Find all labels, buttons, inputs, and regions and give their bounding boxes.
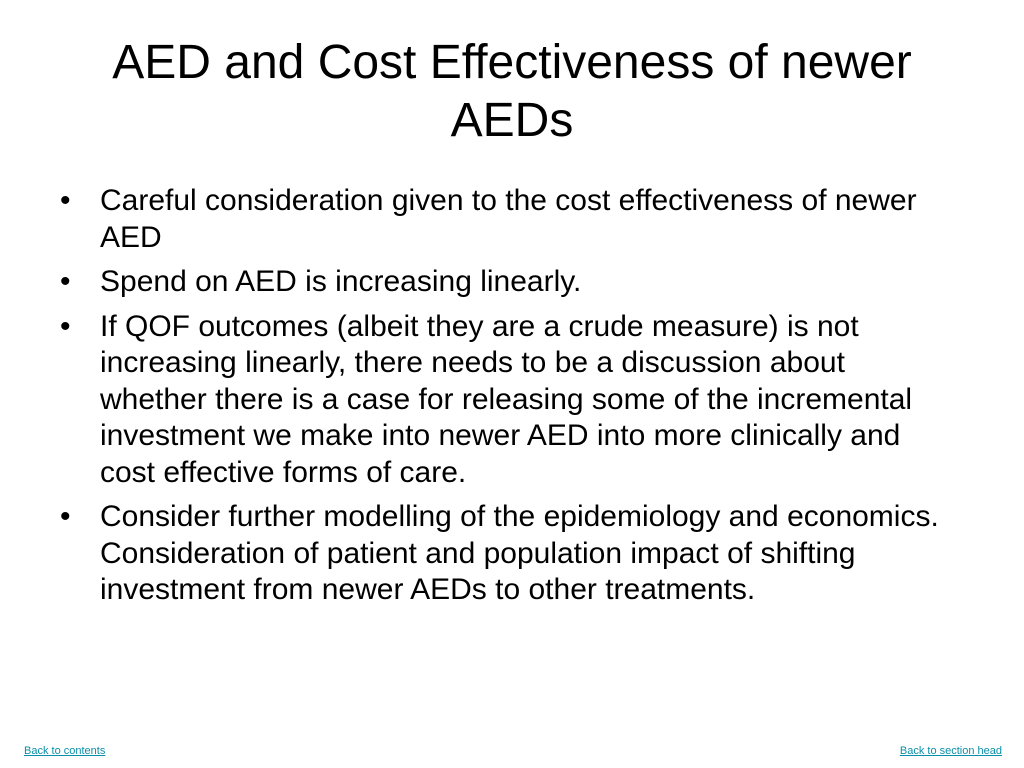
bullet-icon: •	[60, 184, 71, 217]
list-item	[56, 499, 956, 609]
list-item	[56, 183, 956, 256]
bullet-text: Careful consideration given to the cost effectiveness of newer AED	[100, 184, 917, 254]
bullet-text: If QOF outcomes (albeit they are a crude measure) is not increasing linearly, there needs to be a discussion about whether there is a case for releasing some of the incremental investment we make into newer AED into more clinically and cost effective forms of care.	[100, 309, 913, 489]
slide-title: AED and Cost Effectiveness of newer AEDs	[112, 36, 912, 147]
bullet-text: Spend on AED is increasing linearly.	[100, 265, 582, 298]
bullet-icon: •	[60, 500, 71, 533]
bullet-icon: •	[60, 309, 71, 343]
bullet-text: Consider further modelling of the epidemiology and economics. Consideration of patient and population impact of shifting investment from newer AEDs to other treatments.	[100, 500, 939, 606]
list-item	[56, 264, 956, 301]
list-item	[56, 309, 956, 492]
back-to-contents-link[interactable]: Back to contents	[24, 745, 106, 757]
back-to-section-head-link[interactable]: Back to section head	[899, 745, 1002, 757]
bullet-icon: •	[60, 265, 71, 298]
bullet-list	[56, 183, 956, 617]
